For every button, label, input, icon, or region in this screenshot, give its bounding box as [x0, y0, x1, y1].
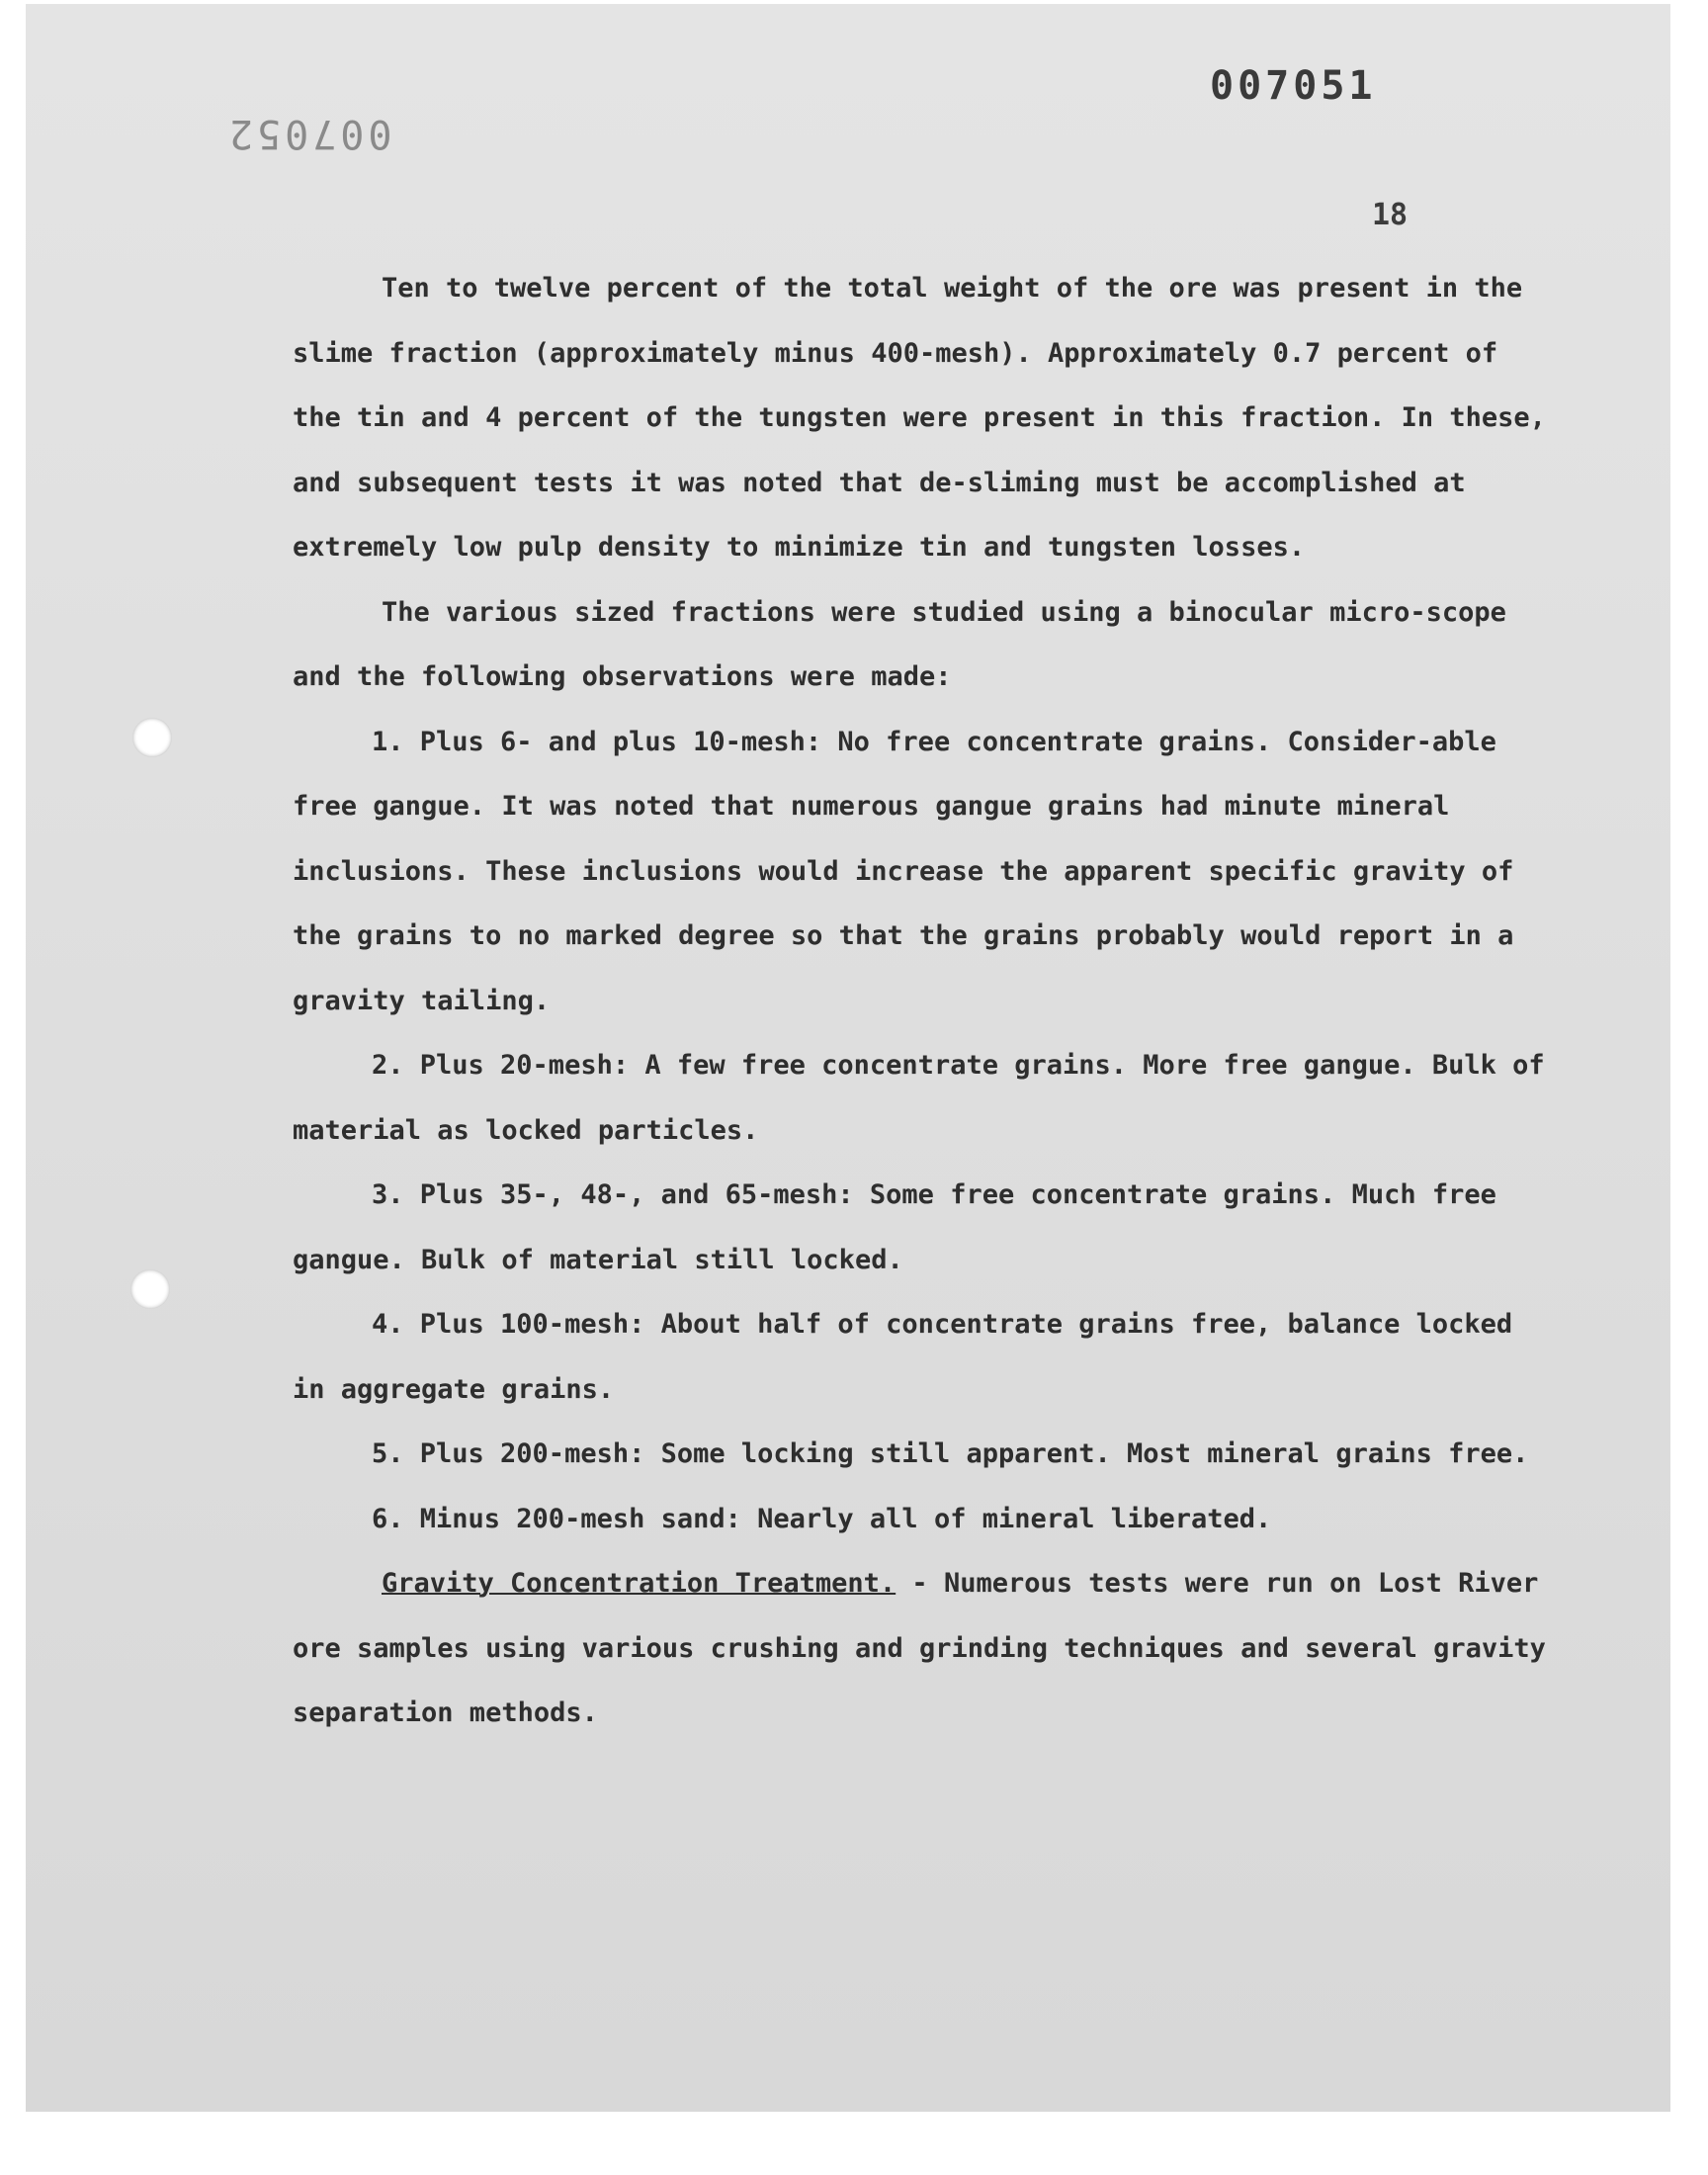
body-text [293, 256, 1558, 1746]
paper-sheet [26, 4, 1670, 2112]
punch-hole [130, 1269, 170, 1309]
scanned-page [26, 4, 1670, 2112]
mirrored-stamp-number: 007052 [225, 111, 392, 156]
document-stamp-number: 007051 [1210, 63, 1377, 109]
observation-item: 6. Minus 200-mesh sand: Nearly all of mineral liberated. [372, 1503, 1272, 1534]
section-text: - Numerous tests were run on Lost River ore samples using various crushing and grinding techniques and several gravity separation methods. [293, 1568, 1546, 1728]
final-paragraph [293, 1551, 1558, 1746]
paragraph: The various sized fractions were studied using a binocular micro-scope and the following observations were made: [293, 596, 1506, 692]
observation-item: 5. Plus 200-mesh: Some locking still apparent. Most mineral grains free. [372, 1438, 1529, 1469]
page-number: 18 [1372, 198, 1409, 232]
paragraph: Ten to twelve percent of the total weight of the ore was present in the slime fraction (approximately minus 400-mesh). Approximately 0.7 percent of the tin and 4 percent of the tungsten were present in this fraction. In these, and subsequent tests it was noted that de-sliming must be accomplished at extremely low pulp density to minimize tin and tungsten losses. [293, 273, 1546, 563]
observation-item: 3. Plus 35-, 48-, and 65-mesh: Some free concentrate grains. Much free gangue. Bulk of material still locked. [293, 1179, 1496, 1275]
observation-item: 2. Plus 20-mesh: A few free concentrate grains. More free gangue. Bulk of material as locked particles. [293, 1050, 1545, 1146]
section-heading: Gravity Concentration Treatment. [382, 1568, 897, 1599]
observation-item: 4. Plus 100-mesh: About half of concentrate grains free, balance locked in aggregate grains. [293, 1309, 1513, 1405]
punch-hole [132, 718, 172, 757]
observation-item: 1. Plus 6- and plus 10-mesh: No free concentrate grains. Consider-able free gangue. It was noted that numerous gangue grains had minute mineral inclusions. These inclusions would increase the apparent specific gravity of the grains to no marked degree so that the grains probably would report in a gravity tailing. [293, 726, 1514, 1016]
